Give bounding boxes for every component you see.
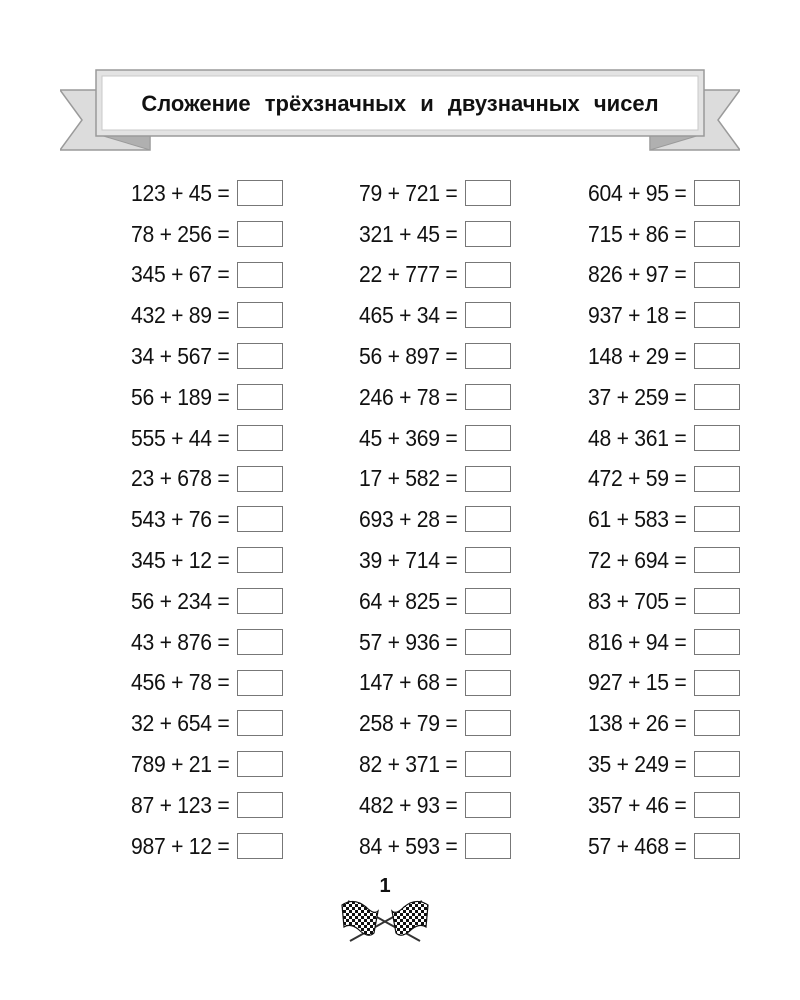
answer-box[interactable] xyxy=(694,302,740,328)
exercise-row xyxy=(268,499,463,540)
exercise-row xyxy=(497,459,692,500)
answer-box[interactable] xyxy=(694,547,740,573)
exercise-row xyxy=(40,173,235,214)
exercise-expression: 56 + 189 = xyxy=(131,383,230,410)
exercise-row xyxy=(497,173,692,214)
answer-box[interactable] xyxy=(694,221,740,247)
exercise-expression: 57 + 936 = xyxy=(359,628,458,655)
answer-box[interactable] xyxy=(694,466,740,492)
exercise-expression: 22 + 777 = xyxy=(359,261,458,288)
page-footer xyxy=(330,875,470,955)
exercise-row xyxy=(40,663,235,704)
exercise-expression: 321 + 45 = xyxy=(359,220,458,247)
answer-box[interactable] xyxy=(694,833,740,859)
exercise-expression: 482 + 93 = xyxy=(359,791,458,818)
answer-box[interactable] xyxy=(694,670,740,696)
exercise-expression: 715 + 86 = xyxy=(588,220,687,247)
exercise-expression: 432 + 89 = xyxy=(131,302,230,329)
exercise-row xyxy=(268,295,463,336)
exercise-row xyxy=(497,499,692,540)
exercise-expression: 72 + 694 = xyxy=(588,547,687,574)
exercise-row xyxy=(40,377,235,418)
exercise-expression: 246 + 78 = xyxy=(359,383,458,410)
exercise-expression: 345 + 12 = xyxy=(131,547,230,574)
exercise-expression: 35 + 249 = xyxy=(588,751,687,778)
exercise-expression: 43 + 876 = xyxy=(131,628,230,655)
exercise-row xyxy=(497,703,692,744)
exercise-row xyxy=(497,581,692,622)
exercise-row xyxy=(268,459,463,500)
exercise-row xyxy=(40,785,235,826)
exercise-expression: 82 + 371 = xyxy=(359,751,458,778)
exercise-row xyxy=(497,622,692,663)
exercise-row xyxy=(40,336,235,377)
exercise-row xyxy=(268,214,463,255)
exercise-row xyxy=(40,295,235,336)
exercise-row xyxy=(497,826,692,867)
page-number: 1 xyxy=(379,875,391,897)
exercise-expression: 17 + 582 = xyxy=(359,465,458,492)
answer-box[interactable] xyxy=(694,588,740,614)
exercise-row xyxy=(268,255,463,296)
answer-box[interactable] xyxy=(694,751,740,777)
answer-box[interactable] xyxy=(694,180,740,206)
exercise-expression: 927 + 15 = xyxy=(588,669,687,696)
exercise-row xyxy=(268,744,463,785)
exercise-expression: 79 + 721 = xyxy=(359,179,458,206)
exercise-expression: 789 + 21 = xyxy=(131,751,230,778)
exercise-row xyxy=(497,540,692,581)
exercise-expression: 56 + 234 = xyxy=(131,587,230,614)
exercise-column-3 xyxy=(497,173,737,867)
exercise-expression: 456 + 78 = xyxy=(131,669,230,696)
exercise-row xyxy=(40,418,235,459)
exercise-expression: 83 + 705 = xyxy=(588,587,687,614)
exercise-expression: 34 + 567 = xyxy=(131,343,230,370)
exercise-row xyxy=(40,622,235,663)
exercise-column-1 xyxy=(40,173,280,867)
exercise-row xyxy=(497,295,692,336)
exercise-expression: 61 + 583 = xyxy=(588,506,687,533)
exercise-row xyxy=(268,173,463,214)
exercise-expression: 57 + 468 = xyxy=(588,832,687,859)
exercise-expression: 357 + 46 = xyxy=(588,791,687,818)
answer-box[interactable] xyxy=(694,343,740,369)
exercise-row xyxy=(268,336,463,377)
exercise-row xyxy=(497,663,692,704)
exercise-row xyxy=(497,214,692,255)
exercise-row xyxy=(497,255,692,296)
exercise-expression: 816 + 94 = xyxy=(588,628,687,655)
exercise-row xyxy=(268,663,463,704)
exercise-expression: 555 + 44 = xyxy=(131,424,230,451)
exercise-row xyxy=(268,540,463,581)
exercise-expression: 56 + 897 = xyxy=(359,343,458,370)
exercise-expression: 604 + 95 = xyxy=(588,179,687,206)
exercise-row xyxy=(268,622,463,663)
exercise-expression: 45 + 369 = xyxy=(359,424,458,451)
exercise-row xyxy=(497,377,692,418)
exercise-expression: 84 + 593 = xyxy=(359,832,458,859)
exercise-expression: 48 + 361 = xyxy=(588,424,687,451)
exercise-row xyxy=(40,499,235,540)
exercise-column-2 xyxy=(268,173,508,867)
exercise-expression: 147 + 68 = xyxy=(359,669,458,696)
exercise-expression: 937 + 18 = xyxy=(588,302,687,329)
exercise-expression: 123 + 45 = xyxy=(131,179,230,206)
exercise-row xyxy=(268,703,463,744)
exercise-expression: 987 + 12 = xyxy=(131,832,230,859)
checkered-flags-icon xyxy=(340,895,430,945)
exercise-row xyxy=(497,336,692,377)
answer-box[interactable] xyxy=(694,384,740,410)
exercise-expression: 39 + 714 = xyxy=(359,547,458,574)
exercise-row xyxy=(40,540,235,581)
exercise-row xyxy=(497,744,692,785)
exercise-row xyxy=(40,744,235,785)
exercise-expression: 138 + 26 = xyxy=(588,710,687,737)
exercise-expression: 345 + 67 = xyxy=(131,261,230,288)
exercise-expression: 258 + 79 = xyxy=(359,710,458,737)
exercise-expression: 23 + 678 = xyxy=(131,465,230,492)
page-title: Сложение трёхзначных и двузначных чисел xyxy=(141,91,659,116)
answer-box[interactable] xyxy=(694,506,740,532)
exercise-row xyxy=(268,785,463,826)
exercise-expression: 465 + 34 = xyxy=(359,302,458,329)
answer-box[interactable] xyxy=(694,792,740,818)
exercise-expression: 37 + 259 = xyxy=(588,383,687,410)
exercise-expression: 472 + 59 = xyxy=(588,465,687,492)
exercise-expression: 148 + 29 = xyxy=(588,343,687,370)
answer-box[interactable] xyxy=(694,629,740,655)
exercise-row xyxy=(40,826,235,867)
exercise-row xyxy=(40,459,235,500)
exercise-expression: 32 + 654 = xyxy=(131,710,230,737)
exercise-grid xyxy=(40,173,760,873)
exercise-row xyxy=(268,377,463,418)
answer-box[interactable] xyxy=(694,710,740,736)
exercise-row xyxy=(268,418,463,459)
exercise-expression: 64 + 825 = xyxy=(359,587,458,614)
exercise-row xyxy=(40,255,235,296)
exercise-row xyxy=(40,581,235,622)
exercise-row xyxy=(497,785,692,826)
answer-box[interactable] xyxy=(694,262,740,288)
exercise-expression: 87 + 123 = xyxy=(131,791,230,818)
exercise-expression: 693 + 28 = xyxy=(359,506,458,533)
answer-box[interactable] xyxy=(694,425,740,451)
exercise-row xyxy=(40,214,235,255)
exercise-row xyxy=(497,418,692,459)
exercise-expression: 78 + 256 = xyxy=(131,220,230,247)
exercise-expression: 543 + 76 = xyxy=(131,506,230,533)
exercise-row xyxy=(40,703,235,744)
exercise-expression: 826 + 97 = xyxy=(588,261,687,288)
exercise-row xyxy=(268,581,463,622)
title-banner xyxy=(60,60,740,160)
exercise-row xyxy=(268,826,463,867)
